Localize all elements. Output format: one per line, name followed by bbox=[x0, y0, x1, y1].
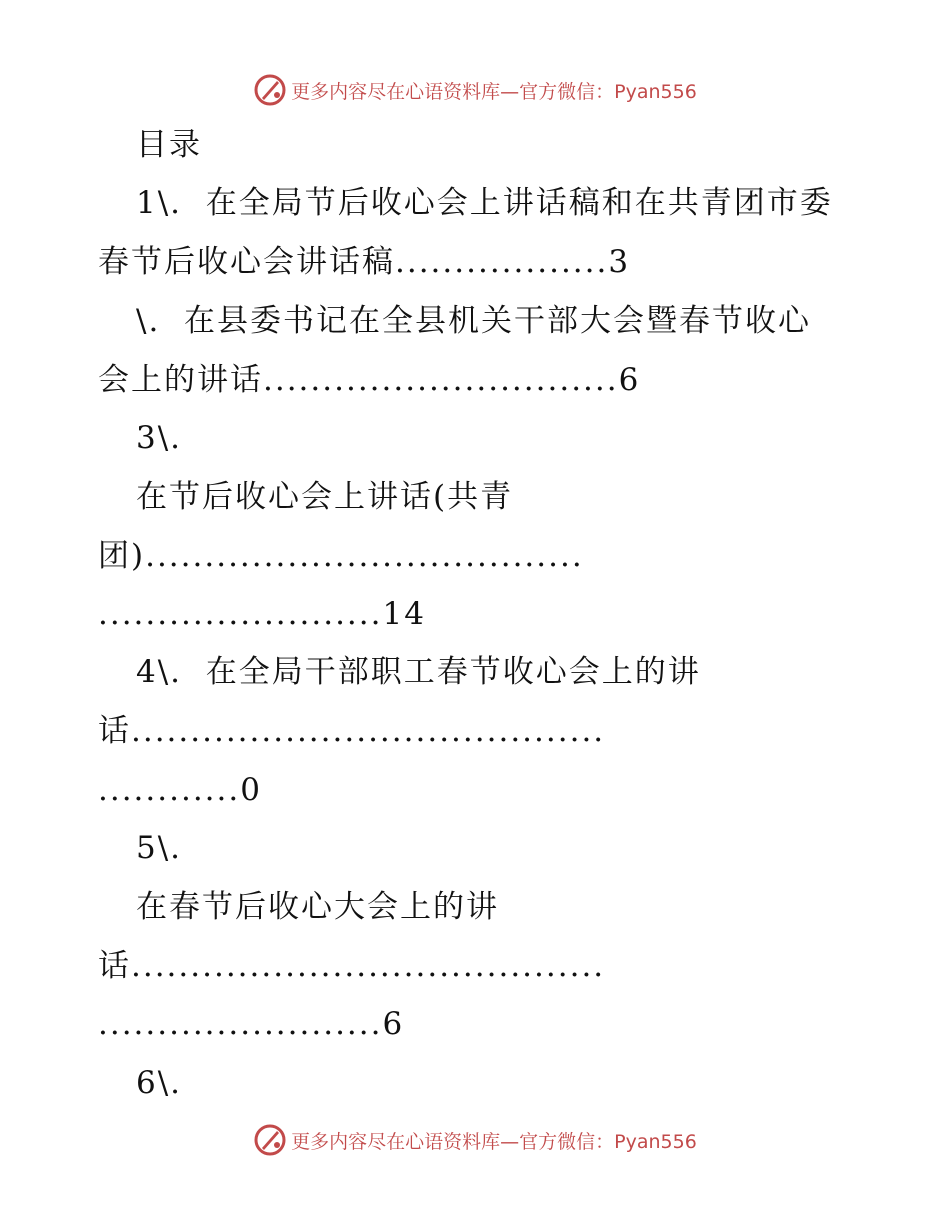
watermark-text bbox=[291, 77, 697, 104]
watermark-text bbox=[291, 1127, 697, 1154]
watermark-label: 更多内容尽在心语资料库—官方微信： bbox=[291, 80, 615, 103]
watermark-wechat-id: Pyan556 bbox=[614, 80, 697, 103]
toc-entry-line: 5\. bbox=[136, 830, 183, 866]
toc-entry-line: ............0 bbox=[98, 772, 262, 808]
toc-entry-line: 会上的讲话..............................6 bbox=[98, 362, 641, 398]
toc-entry-line: 4\. 在全局干部职工春节收心会上的讲 bbox=[136, 654, 701, 690]
quill-logo-icon bbox=[253, 73, 287, 107]
toc-entry-line: 在节后收心会上讲话(共青 bbox=[136, 479, 514, 515]
watermark-wechat-id: Pyan556 bbox=[614, 1130, 697, 1153]
toc-entry-line: 话........................................ bbox=[98, 948, 606, 984]
quill-logo-icon bbox=[253, 1123, 287, 1157]
toc-entry-line: 1\. 在全局节后收心会上讲话稿和在共青团市委 bbox=[136, 185, 833, 221]
toc-entry-line: 3\. bbox=[136, 420, 183, 456]
toc-entry-line: \. 在县委书记在全县机关干部大会暨春节收心 bbox=[136, 303, 812, 339]
toc-entry-line: 在春节后收心大会上的讲 bbox=[136, 889, 499, 925]
footer-watermark bbox=[0, 1120, 950, 1160]
toc-entry-line: 团)..................................... bbox=[98, 538, 584, 574]
toc-entry-line: ........................14 bbox=[98, 596, 426, 632]
toc-entry-line: 6\. bbox=[136, 1065, 183, 1101]
toc-title: 目录 bbox=[136, 127, 202, 163]
header-watermark bbox=[0, 70, 950, 110]
watermark-label: 更多内容尽在心语资料库—官方微信： bbox=[291, 1130, 615, 1153]
toc-entry-line: 春节后收心会讲话稿..................3 bbox=[98, 244, 631, 280]
toc-entry-line: ........................6 bbox=[98, 1006, 405, 1042]
toc-entry-line: 话........................................ bbox=[98, 713, 606, 749]
